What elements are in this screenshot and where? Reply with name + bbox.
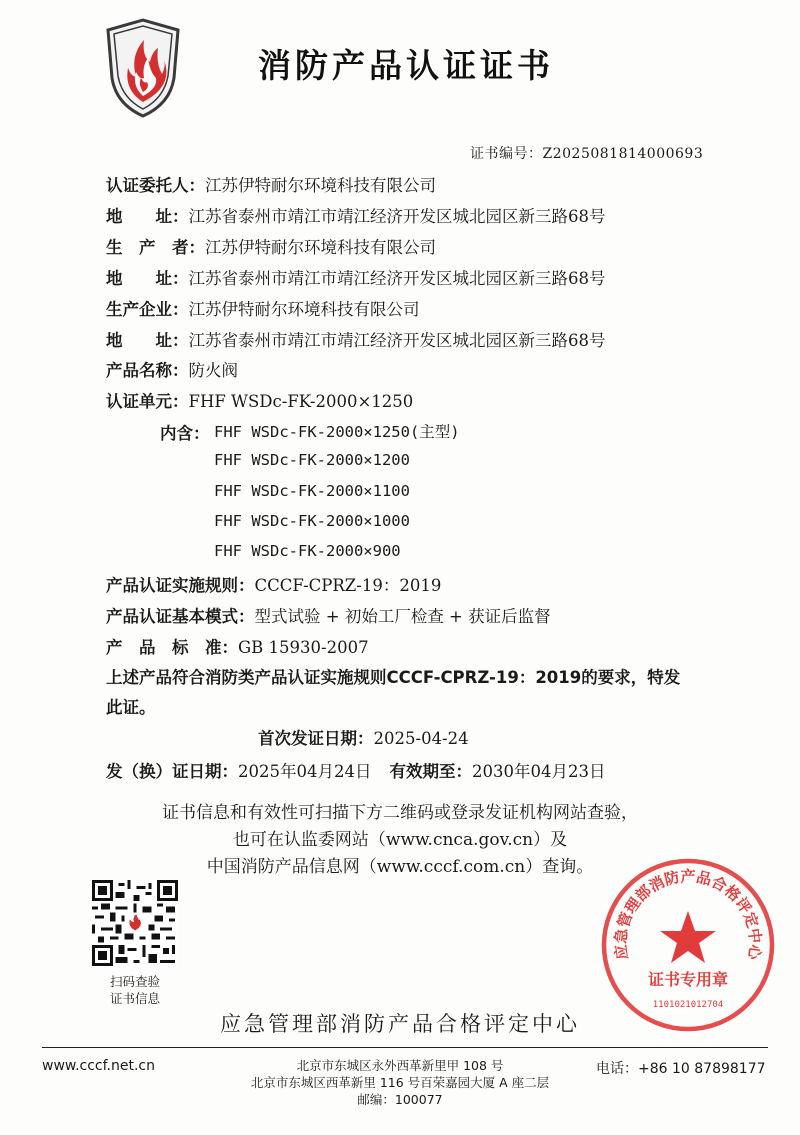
field-label: 生 产 者： (106, 238, 205, 257)
model-item: FHF WSDc-FK-2000×1000 (214, 512, 410, 530)
first-issue-value: 2025-04-24 (373, 729, 469, 748)
seal-arc-text: 应急管理部消防产品合格评定中心 (611, 867, 765, 961)
field-label: 产 品 标 准： (106, 638, 238, 657)
valid-label: 有效期至： (389, 762, 472, 781)
field-basic-mode (106, 603, 551, 627)
qr-code-icon[interactable] (92, 880, 178, 966)
field-label: 地 址： (106, 269, 189, 288)
cert-number-value: Z2025081814000693 (542, 146, 704, 162)
issue-label: 发（换）证日期： (106, 762, 238, 781)
field-label: 产品认证实施规则： (106, 576, 255, 595)
field-producer-address (106, 265, 606, 289)
contents-label: 内含： (160, 424, 210, 443)
qr-caption-line-1: 扫码查验 (109, 974, 160, 989)
field-product-standard (106, 634, 369, 658)
seal-center-text: 证书专用章 (647, 970, 729, 989)
verify-line-3: 中国消防产品信息网（www.cccf.com.cn）查询。 (206, 857, 594, 877)
verify-line-2: 也可在认监委网站（www.cnca.gov.cn）及 (232, 830, 568, 850)
certificate-number (470, 143, 703, 163)
field-label: 地 址： (106, 331, 189, 350)
field-label: 地 址： (106, 207, 189, 226)
statement-line-2: 此证。 (106, 698, 156, 717)
field-value: GB 15930-2007 (238, 638, 369, 657)
field-label: 认证委托人： (106, 176, 205, 195)
field-value: 江苏伊特耐尔环境科技有限公司 (205, 238, 436, 257)
field-value: 江苏省泰州市靖江市靖江经济开发区城北园区新三路68号 (188, 207, 606, 226)
field-cert-unit (106, 388, 413, 412)
footer-postcode: 邮编：100077 (357, 1092, 443, 1107)
footer-website[interactable]: www.cccf.net.cn (42, 1058, 155, 1074)
field-manufacturer (106, 296, 420, 320)
field-product-name (106, 357, 238, 381)
field-manufacturer-address (106, 327, 606, 351)
field-value: 江苏伊特耐尔环境科技有限公司 (188, 300, 420, 319)
field-client-address (106, 203, 606, 227)
footer-phone: 电话：+86 10 87898177 (596, 1061, 766, 1077)
field-producer (106, 234, 436, 258)
issue-dates (106, 758, 605, 782)
valid-value: 2030年04月23日 (471, 762, 606, 781)
qr-caption-line-2: 证书信息 (109, 991, 160, 1006)
model-item: FHF WSDc-FK-2000×1100 (214, 482, 410, 500)
verify-line-1: 证书信息和有效性可扫描下方二维码或登录发证机构网站查验， (162, 803, 638, 823)
field-value: 防火阀 (188, 361, 238, 380)
field-impl-rule (106, 572, 441, 596)
field-value: 江苏省泰州市靖江市靖江经济开发区城北园区新三路68号 (188, 331, 606, 350)
field-value: 江苏伊特耐尔环境科技有限公司 (205, 176, 436, 195)
flame-shield-logo-icon (100, 16, 186, 120)
field-value: FHF WSDc-FK-2000×1250 (188, 392, 414, 411)
model-item: FHF WSDc-FK-2000×1250(主型) (214, 423, 460, 441)
field-value: CCCF-CPRZ-19：2019 (254, 576, 442, 595)
seal-number: 1101021012704 (652, 1000, 724, 1010)
model-item: FHF WSDc-FK-2000×900 (214, 542, 401, 560)
field-label: 认证单元： (106, 392, 189, 411)
field-label: 产品名称： (106, 361, 189, 380)
field-client (106, 172, 436, 196)
issue-value: 2025年04月24日 (238, 762, 372, 781)
field-value: 型式试验 + 初始工厂检查 + 获证后监督 (254, 607, 551, 626)
footer-divider (42, 1047, 768, 1048)
field-label: 生产企业： (106, 300, 189, 319)
footer-address-1: 北京市东城区永外西革新里甲 108 号 (296, 1058, 504, 1073)
model-item: FHF WSDc-FK-2000×1200 (214, 451, 410, 469)
cert-number-label: 证书编号： (470, 146, 543, 162)
footer-address-2: 北京市东城区西革新里 116 号百荣嘉园大厦 A 座二层 (250, 1075, 550, 1090)
statement-line-1: 上述产品符合消防类产品认证实施规则CCCF-CPRZ-19：2019的要求，特发 (106, 668, 681, 687)
first-issue-label: 首次发证日期： (258, 729, 374, 748)
field-label: 产品认证基本模式： (106, 607, 255, 626)
issuing-authority: 应急管理部消防产品合格评定中心 (220, 1012, 580, 1036)
field-value: 江苏省泰州市靖江市靖江经济开发区城北园区新三路68号 (188, 269, 606, 288)
certificate-title: 消防产品认证证书 (258, 46, 554, 85)
first-issue-date (258, 725, 469, 749)
